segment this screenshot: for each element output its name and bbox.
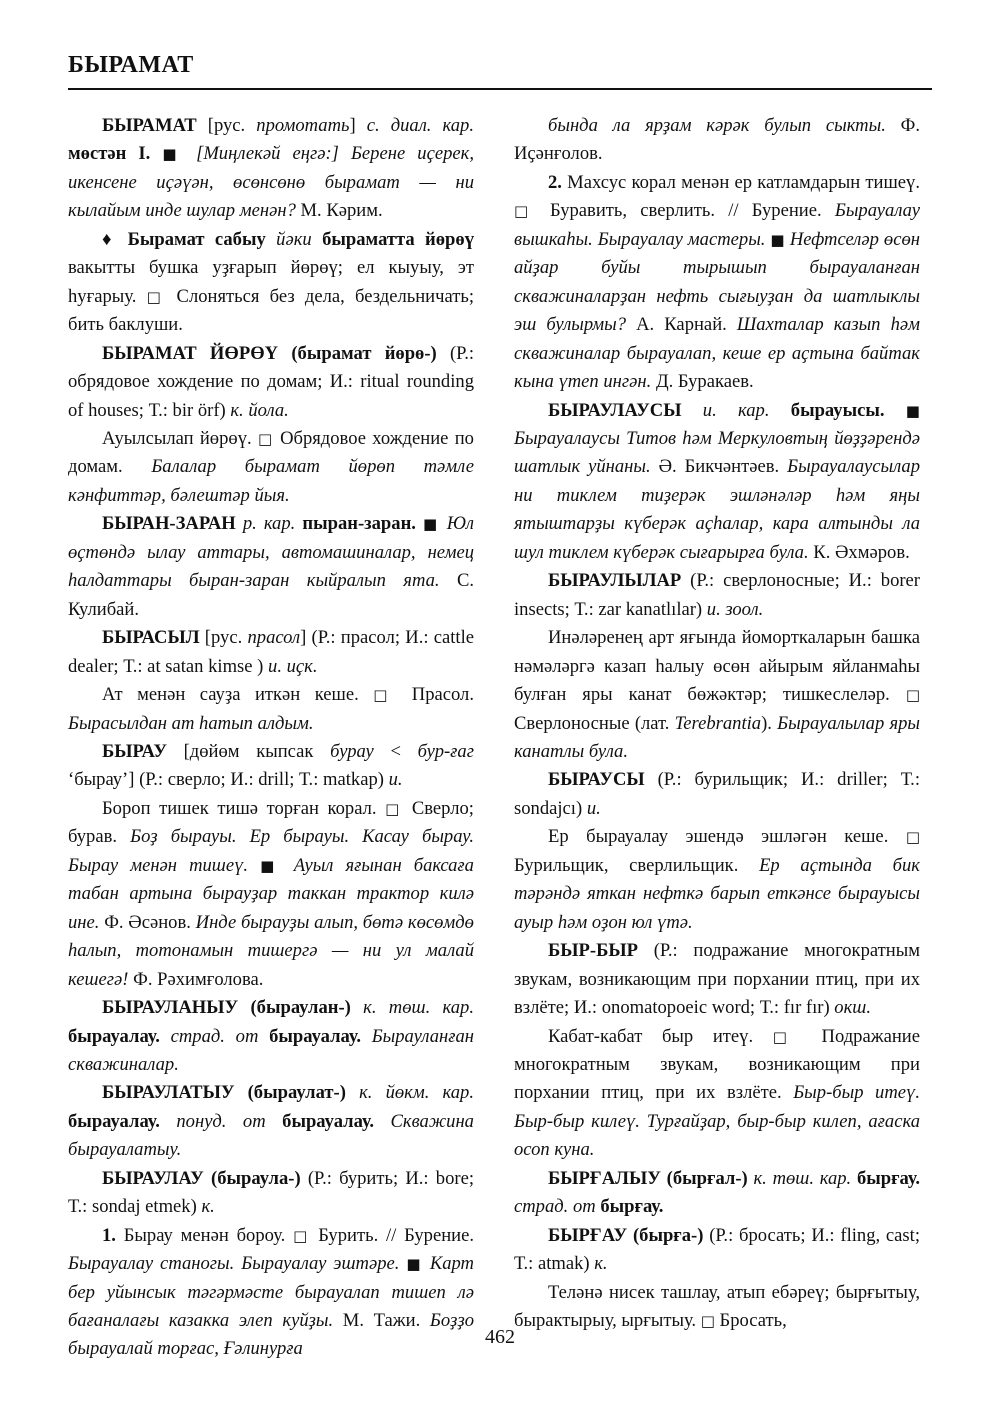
- dictionary-paragraph: бында ла ярҙам кәрәк булып сыкты. Ф. Иҫәнғолов.: [514, 115, 920, 165]
- dictionary-paragraph: Ат менән сауҙа иткән кеше. □ Прасол. Бырасылдан ат һатып алдым.: [68, 684, 474, 734]
- dictionary-paragraph: Кабат-кабат быр итеү. □ Подражание многократным звукам, возникающим при порхании птиц, при их взлёте. Быр-быр итеү. Быр-быр килеү. Турғайҙар, быр-быр килеп, ағаска осоп куна.: [514, 1025, 920, 1161]
- header-rule: [68, 88, 932, 90]
- dictionary-paragraph: Бороп тишек тишә торған корал. □ Сверло; бурав. Боҙ бырауы. Ер бырауы. Касау бырау. Бырау менән тишеү. ■ Ауыл яғынан баксаға табан артына бырауҙар таккан трактор килә ине. Ф. Әсәнов. Инде бырауҙы алып, бөтә көсөмдө һалып, тотонамын тишергә — ни ул малай кешегә! Ф. Рәхимғолова.: [68, 797, 474, 990]
- dictionary-paragraph: БЫРАМАТ ЙӨРӨҮ (бырамат йөрө-) (Р.: обрядовое хождение по домам; И.: ritual rounding of houses; Т.: bir örf) к. йола.: [68, 342, 475, 421]
- dictionary-paragraph: 1. Бырау менән бороу. □ Бурить. // Бурение. Бырауалау станогы. Бырауалау эштәре. ■ Карт бер уйынсык тәгәрмәсте бырауалап тишеп лә бағаналағы казакка элеп куйҙы. М. Тажи. Боҙҙо бырауалай торғас, Ғәлинурға: [68, 1224, 474, 1360]
- dictionary-paragraph: 2. Махсус корал менән ер катламдарын тишеү. □ Буравить, сверлить. // Бурение. Бырауалау вышкаһы. Бырауалау мастеры. ■ Нефтселәр өсөн айҙар буйы тырышып бырауаланған скважиналарҙан нефть сығыуҙан да шатлыклы эш булырмы? А. Карнай. Шахталар казып һәм скважиналар бырауалап, кеше ер аҫтына байтак кына үтеп ингән. Д. Буракаев.: [514, 171, 920, 393]
- dictionary-paragraph: Теләнә нисек ташлау, атып ебәреү; бырғытыу, бырактырыу, ырғытыу. □ Бросать,: [514, 1281, 920, 1332]
- right-column: [514, 112, 920, 1335]
- dictionary-paragraph: БЫРАУЛАУ (быраула-) (Р.: бурить; И.: bore; Т.: sondaj etmek) к.: [68, 1167, 474, 1218]
- dictionary-paragraph: БЫРАСЫЛ [рус. прасол] (Р.: прасол; И.: cattle dealer; Т.: at satan kimse ) и. иҫк.: [68, 627, 474, 677]
- dictionary-paragraph: БЫРҒАУ (бырға-) (Р.: бросать; И.: fling, cast; Т.: atmak) к.: [514, 1224, 921, 1275]
- dictionary-paragraph: БЫРҒАЛЫУ (бырғал-) к. төш. кар. бырғау. страд. от бырғау.: [514, 1167, 920, 1218]
- page-number: 462: [485, 1326, 515, 1348]
- dictionary-paragraph: БЫРАУЛАУСЫ и. кар. бырауысы. ■ Бырауалаусы Титов һәм Меркуловтың йөҙҙәрендә шатлык уйнаны. Ә. Бикчәнтәев. Бырауалаусылар ни тиклем тиҙерәк эшләнәләр һәм яңы ятыштарҙы күберәк аҫһалар, кара алтынды ла шул тиклем күберәк сығарырға була. К. Әхмәров.: [514, 399, 921, 563]
- dictionary-paragraph: БЫРАН-ЗАРАН р. кар. пыран-заран. ■ Юл өҫтөндә ылау аттары, автомашиналар, немец һалдаттары быран-заран кыйралып ята. С. Кулибай.: [68, 513, 474, 620]
- dictionary-paragraph: БЫРАУЛЫЛАР (Р.: сверлоносные; И.: borer insects; Т.: zar kanatlılar) и. зоол.: [514, 570, 920, 620]
- running-header: БЫРАМАТ: [68, 52, 194, 78]
- dictionary-paragraph: Ер бырауалау эшендә эшләгән кеше. □ Бурильщик, сверлильщик. Ер аҫтында бик тәрәндә яткан нефткә барып еткәнсе бырауысы ауыр һәм оҙон юл үтә.: [514, 826, 920, 933]
- dictionary-paragraph: Инәләренең арт яғында йоморткаларын башка нәмәләргә казап һалыу өсөн айырым яйланмаһы булған яры канат бөжәктәр; тишкеслеләр. □ Сверлоносные (лат. Terebrantia). Бырауалылар яры канатлы була.: [514, 627, 920, 762]
- dictionary-paragraph: БЫР-БЫР (Р.: подражание многократным звукам, возникающим при порхании птиц, при их взлёте; И.: onomatopoeic word; Т.: fır fır) окш.: [514, 940, 920, 1019]
- dictionary-paragraph: Ауылсылап йөрөү. □ Обрядовое хождение по домам. Балалар бырамат йөрөп тәмле кәнфиттәр, бәлештәр йыя.: [68, 427, 474, 506]
- left-column: [68, 112, 474, 1364]
- dictionary-paragraph: БЫРАУЛАТЫУ (быраулат-) к. йөкм. кар. бырауалау. понуд. от бырауалау. Скважина бырауалатыу.: [68, 1082, 474, 1161]
- dictionary-paragraph: БЫРАУСЫ (Р.: бурильщик; И.: driller; Т.: sondajcı) и.: [514, 769, 920, 819]
- dictionary-paragraph: БЫРАУЛАНЫУ (быраулан-) к. төш. кар. бырауалау. страд. от бырауалау. Бырауланған скважиналар.: [68, 997, 475, 1075]
- dictionary-paragraph: ♦ Бырамат сабыу йәки быраматта йөрөү вакытты бушка уҙғарып йөрөү; ел кыуыу, эт һуғарыу. □ Слоняться без дела, бездельничать; бить баклуши.: [68, 228, 474, 336]
- dictionary-paragraph: БЫРАМАТ [рус. промотать] с. диал. кар. мөстән I. ■ [Миңлекәй еңгә:] Берене иҫерек, икенсене иҫәүән, өсөнсөнө бырамат — ни кылайым инде шулар менән? М. Кәрим.: [68, 115, 474, 222]
- dictionary-paragraph: БЫРАУ [дөйөм кыпсак бурау < бур-ғаг ‘бырау’] (Р.: сверло; И.: drill; Т.: matkap) и.: [68, 740, 474, 791]
